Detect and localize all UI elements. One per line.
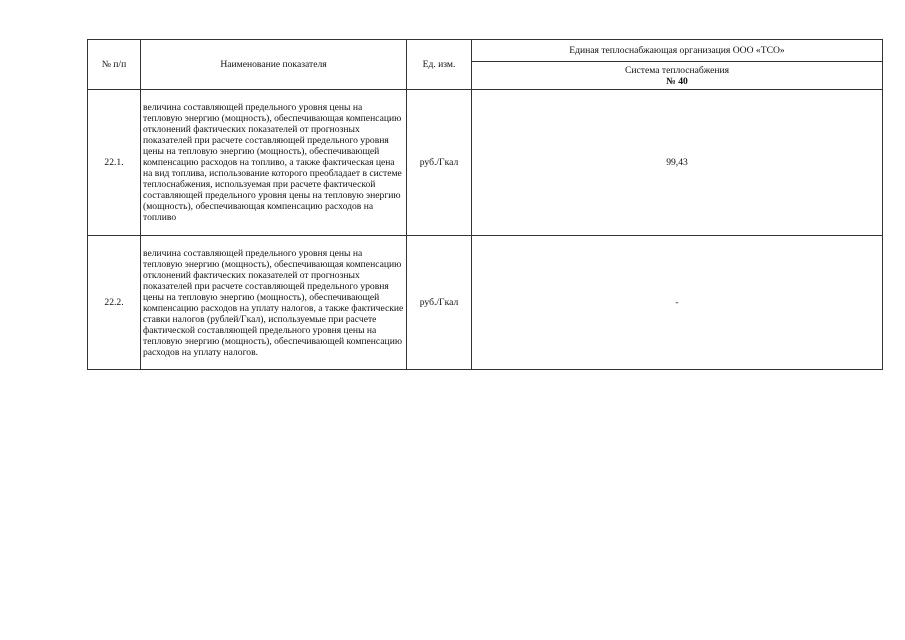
system-number: № 40 <box>666 75 688 87</box>
table-header-row <box>88 40 883 62</box>
header-system <box>472 62 883 90</box>
row-indicator-name <box>141 90 407 236</box>
indicator-text: величина составляющей предельного уровня цены на тепловую энергию (мощность), обеспечивающая компенсацию отклонений фактических показателей от прогнозных показателей при расчете составляющей предельного уровня цены на тепловую энергию (мощность), обеспечивающей компенсацию расходов на уплату налогов, а также фактические ставки налогов (рублей/Гкал), используемые при расчете фактической составляющей предельного уровня цены на тепловую энергию (мощность), обеспечивающей компенсацию расходов на уплату налогов. <box>143 247 404 358</box>
indicator-text: величина составляющей предельного уровня цены на тепловую энергию (мощность), обеспечивающая компенсацию отклонений фактических показателей от прогнозных показателей при расчете составляющей предельного уровня цены на тепловую энергию (мощность), обеспечивающей компенсацию расходов на топливо, а также фактическая цена на вид топлива, использование которого преобладает в системе теплоснабжения, используемая при расчете фактической составляющей предельного уровня цены на тепловую энергию (мощность), обеспечивающая компенсацию расходов на топливо <box>143 102 402 223</box>
header-num: № п/п <box>88 40 141 90</box>
row-indicator-name <box>141 236 407 370</box>
table-row <box>88 90 883 236</box>
system-title: Система теплоснабжения <box>624 64 730 76</box>
table-row <box>88 236 883 370</box>
row-number: 22.2. <box>88 236 141 370</box>
row-unit: руб./Гкал <box>407 90 472 236</box>
row-unit: руб./Гкал <box>407 236 472 370</box>
header-unit: Ед. изм. <box>407 40 472 90</box>
row-value: - <box>472 236 883 370</box>
row-number: 22.1. <box>88 90 141 236</box>
header-name: Наименование показателя <box>141 40 407 90</box>
row-value: 99,43 <box>472 90 883 236</box>
indicator-table <box>87 39 883 370</box>
header-org: Единая теплоснабжающая организация ООО «ТСО» <box>472 40 883 62</box>
